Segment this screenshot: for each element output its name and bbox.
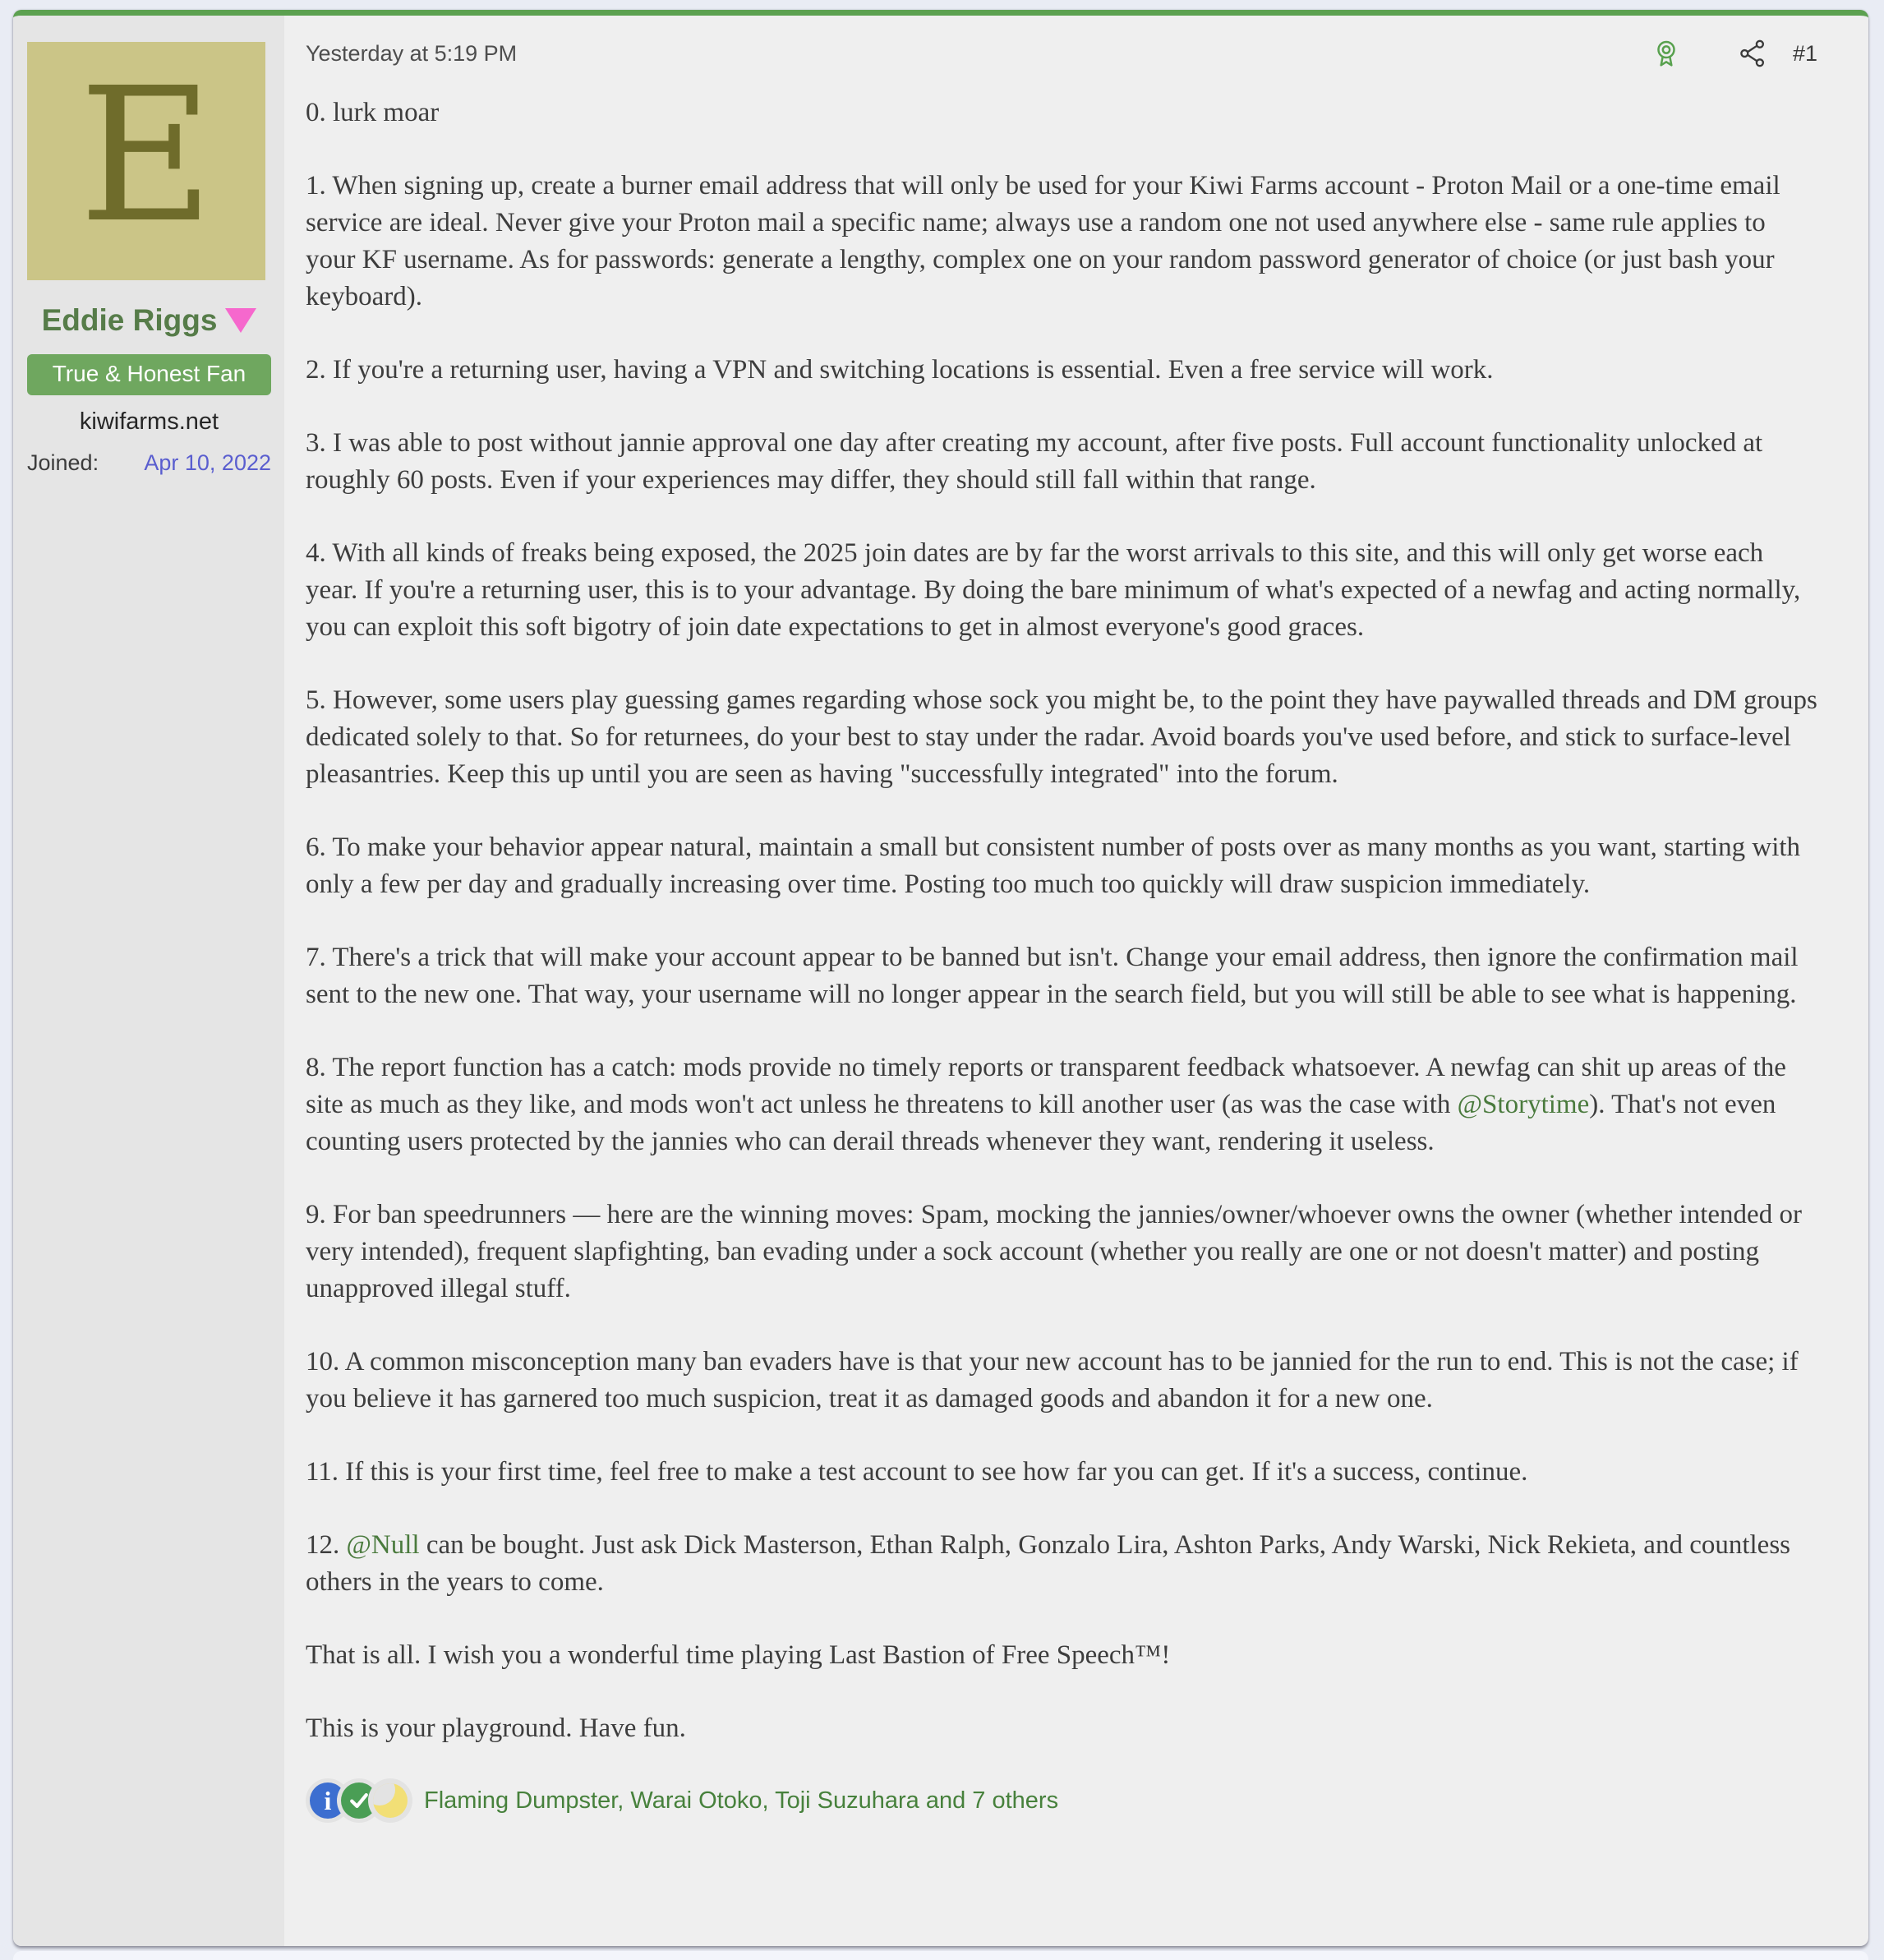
informative-glyph: i xyxy=(324,1786,332,1815)
paragraph-text: 5. However, some users play guessing games regarding whose sock you might be, to the point they have paywalled threads and DM groups dedicated solely to that. So for returnees, do your best to stay under the radar. Avoid boards you've used before, and stick to surface-level pleasantries. Keep this up until you are seen as having "successfully integrated" into the forum. xyxy=(306,685,1817,789)
reactions-bar xyxy=(306,1778,1817,1839)
joined-row xyxy=(27,450,271,476)
paragraph-text: 4. With all kinds of freaks being exposed, the 2025 join dates are by far the worst arrivals to this site, and this will only get worse each year. If you're a returning user, this is to your advantage. By doing the bare minimum of what's expected of a newfag and acting normally, you can exploit this soft bigotry of join date expectations to get in almost everyone's good graces. xyxy=(306,538,1801,642)
post-paragraph xyxy=(306,829,1817,903)
username-link[interactable]: Eddie Riggs xyxy=(41,303,218,337)
post-paragraph xyxy=(306,168,1817,316)
user-sidebar xyxy=(13,16,284,1946)
paragraph-text: 2. If you're a returning user, having a VPN and switching locations is essential. Even a free service will work. xyxy=(306,355,1494,385)
paragraph-text: can be bought. Just ask Dick Masterson, Ethan Ralph, Gonzalo Lira, Ashton Parks, Andy Warski, Nick Rekieta, and countless others in the years to come. xyxy=(306,1530,1791,1597)
pink-triangle-icon xyxy=(225,308,256,333)
avatar-letter: E xyxy=(78,48,214,264)
post-body xyxy=(306,95,1817,1747)
post-card xyxy=(13,10,1868,1946)
post-paragraph xyxy=(306,95,1817,131)
paragraph-text: 3. I was able to post without jannie approval one day after creating my account, after five posts. Full account functionality unlocked at roughly 60 posts. Even if your experiences may differ, they should still fall within that range. xyxy=(306,428,1763,495)
post-paragraph xyxy=(306,1637,1817,1674)
post-paragraph xyxy=(306,425,1817,499)
paragraph-text: That is all. I wish you a wonderful time playing Last Bastion of Free Speech™! xyxy=(306,1640,1171,1670)
post-timestamp-link[interactable]: Yesterday at 5:19 PM xyxy=(306,40,518,66)
post-paragraph xyxy=(306,1454,1817,1491)
post-paragraph xyxy=(306,1710,1817,1747)
post-paragraph xyxy=(306,535,1817,646)
post-paragraph xyxy=(306,1527,1817,1601)
user-mention-link[interactable]: @Null xyxy=(346,1530,420,1560)
user-mention-link[interactable]: @Storytime xyxy=(1457,1090,1590,1119)
paragraph-text: This is your playground. Have fun. xyxy=(306,1713,686,1743)
joined-label: Joined: xyxy=(27,450,99,475)
crescent-moon-icon[interactable] xyxy=(368,1778,412,1823)
paragraph-text: 8. The report function has a catch: mods provide no timely reports or transparent feedback whatsoever. A newfag can shit up areas of the site as much as they like, and mods won't act unless he threatens to kill another user (as was the case with xyxy=(306,1053,1786,1119)
reaction-names-link[interactable]: Flaming Dumpster, Warai Otoko, Toji Suzuhara and 7 others xyxy=(424,1787,1059,1814)
avatar[interactable] xyxy=(27,42,265,280)
post-header-icons xyxy=(1650,37,1817,70)
user-role-badge: True & Honest Fan xyxy=(27,354,271,395)
paragraph-text: 11. If this is your first time, feel free to make a test account to see how far you can get. If it's a success, continue. xyxy=(306,1457,1528,1487)
reaction-icons[interactable] xyxy=(306,1778,412,1823)
post-paragraph xyxy=(306,1344,1817,1418)
paragraph-text: 10. A common misconception many ban evaders have is that your new account has to be jannied for the run to end. This is not the case; if you believe it has garnered too much suspicion, treat it as damaged goods and abandon it for a new one. xyxy=(306,1347,1799,1414)
post-paragraph xyxy=(306,352,1817,389)
paragraph-text: 7. There's a trick that will make your account appear to be banned but isn't. Change your email address, then ignore the confirmation mail sent to the new one. That way, your username will no longer appear in the search field, but you will still be able to see what is happening. xyxy=(306,943,1799,1009)
award-ribbon-icon[interactable] xyxy=(1650,37,1683,70)
post-number-link[interactable]: #1 xyxy=(1792,40,1817,66)
share-nodes-icon[interactable] xyxy=(1737,38,1768,69)
paragraph-text: ). That's not even counting users protected by the jannies who can derail threads whenever they want, rendering it useless. xyxy=(306,1090,1776,1156)
post-paragraph xyxy=(306,939,1817,1013)
paragraph-text: 9. For ban speedrunners — here are the winning moves: Spam, mocking the jannies/owner/whoever owns the owner (whether intended or very intended), frequent slapfighting, ban evading under a sock account (whether you really are one or not doesn't matter) and posting unapproved illegal stuff. xyxy=(306,1200,1802,1303)
user-custom-title: kiwifarms.net xyxy=(79,408,219,435)
paragraph-text: 12. xyxy=(306,1530,347,1560)
paragraph-text: 6. To make your behavior appear natural, maintain a small but consistent number of posts over as many months as you want, starting with only a few per day and gradually increasing over time. Posting too much too quickly will draw suspicion immediately. xyxy=(306,832,1801,899)
post-header xyxy=(306,37,1817,70)
post-paragraph xyxy=(306,1049,1817,1160)
post-content xyxy=(284,16,1868,1946)
joined-date: Apr 10, 2022 xyxy=(144,450,271,475)
paragraph-text: 0. lurk moar xyxy=(306,98,440,127)
post-paragraph xyxy=(306,1197,1817,1307)
post-paragraph xyxy=(306,682,1817,793)
username-row xyxy=(27,303,271,338)
moon-glyph xyxy=(373,1783,408,1818)
paragraph-text: 1. When signing up, create a burner email address that will only be used for your Kiwi Farms account - Proton Mail or a one-time email service are ideal. Never give your Proton mail a specific name; always use a random one not used anywhere else - same rule applies to your KF username. As for passwords: generate a lengthy, complex one on your random password generator of choice (or just bash your keyboard). xyxy=(306,171,1780,311)
next-post-card-edge xyxy=(13,1951,1868,1960)
